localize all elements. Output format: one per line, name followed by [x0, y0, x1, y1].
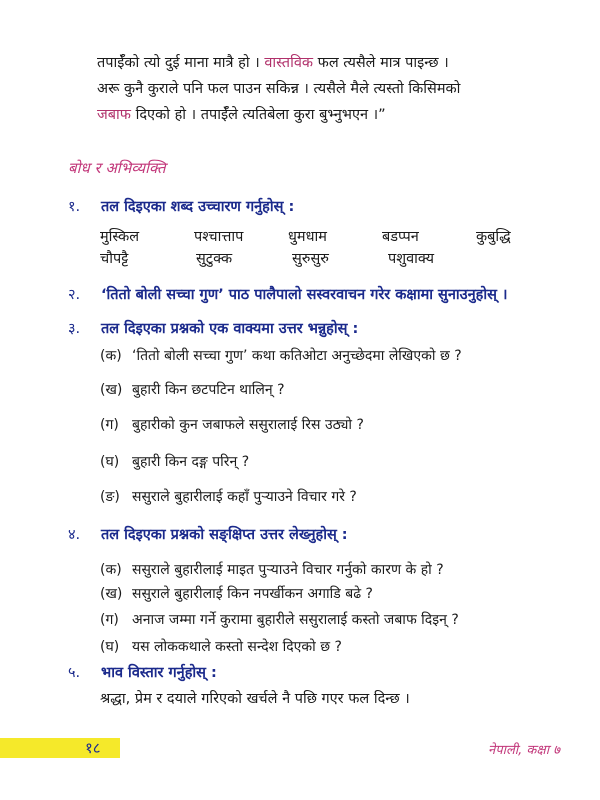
sub-question: (ख) बुहारी किन छटपटिन थालिन् ? [100, 382, 285, 398]
word-row [100, 226, 570, 248]
sub-question: (क) ससुराले बुहारीलाई माइत पुऱ्याउने विचार गर्नुको कारण के हो ? [100, 562, 444, 578]
intro-paragraph [97, 50, 567, 128]
question-3: ३. तल दिइएका प्रश्नको एक वाक्यमा उत्तर भन्नुहोस् : [68, 321, 359, 337]
word: कुबुद्धि [476, 229, 511, 245]
footer-page-bar [0, 738, 120, 758]
sub-question: (क) ‘तितो बोली सच्चा गुण’ कथा कतिओटा अनुच्छेदमा लेखिएको छ ? [100, 348, 462, 364]
highlight-word: वास्तविक [264, 55, 314, 71]
question-5: ५. भाव विस्तार गर्नुहोस् : [68, 665, 217, 681]
footer-book-title: नेपाली, कक्षा ७ [488, 743, 560, 758]
sub-question: (घ) यस लोककथाले कस्तो सन्देश दिएको छ ? [100, 639, 342, 655]
question-5-statement: श्रद्धा, प्रेम र दयाले गरिएको खर्चले नै पछि गएर फल दिन्छ । [100, 691, 410, 707]
sub-question: (ग) बुहारीको कुन जबाफले ससुरालाई रिस उठ्यो ? [100, 417, 364, 433]
intro-line-1: तपाईँको त्यो दुई माना मात्रै हो । वास्तविक फल त्यसैले मात्र पाइन्छ । [97, 55, 449, 71]
question-2: २. ‘तितो बोली सच्चा गुण’ पाठ पालैपालो सस्वरवाचन गरेर कक्षामा सुनाउनुहोस् । [68, 287, 508, 303]
intro-line-3: जबाफ दिएको हो । तपाईँले त्यतिबेला कुरा बुभ्नुभएन ।” [97, 107, 386, 123]
page-number: १८ [85, 739, 101, 757]
word: सुटुक्क [196, 251, 233, 267]
word: पशुवाक्य [388, 251, 435, 267]
sub-question: (ग) अनाज जम्मा गर्ने कुरामा बुहारीले ससुरालाई कस्तो जबाफ दिइन् ? [100, 612, 459, 628]
word: बडप्पन [382, 229, 419, 245]
word: धुमधाम [288, 229, 327, 245]
highlight-word: जबाफ [97, 107, 131, 123]
sub-question: (ङ) ससुराले बुहारीलाई कहाँ पुऱ्याउने विचार गरे ? [100, 489, 357, 505]
intro-line-2: अरू कुनै कुराले पनि फल पाउन सकिन्न । त्यसैले मैले त्यस्तो किसिमको [97, 81, 461, 97]
word: सुरुसुरु [292, 251, 329, 267]
question-1: १. तल दिइएका शब्द उच्चारण गर्नुहोस् : [68, 199, 295, 215]
word: मुस्किल [100, 229, 140, 245]
section-title: बोध र अभिव्यक्ति [68, 159, 166, 177]
sub-question: (ख) ससुराले बुहारीलाई किन नपर्खीकन अगाडि बढे ? [100, 586, 373, 602]
question-4: ४. तल दिइएका प्रश्नको सङ्क्षिप्त उत्तर लेख्नुहोस् : [68, 527, 348, 543]
word: पश्चात्ताप [194, 229, 244, 245]
word-grid [100, 226, 570, 270]
sub-question: (घ) बुहारी किन दङ्ग परिन् ? [100, 454, 250, 470]
word-row [100, 248, 570, 270]
word: चौपट्टै [100, 251, 129, 267]
